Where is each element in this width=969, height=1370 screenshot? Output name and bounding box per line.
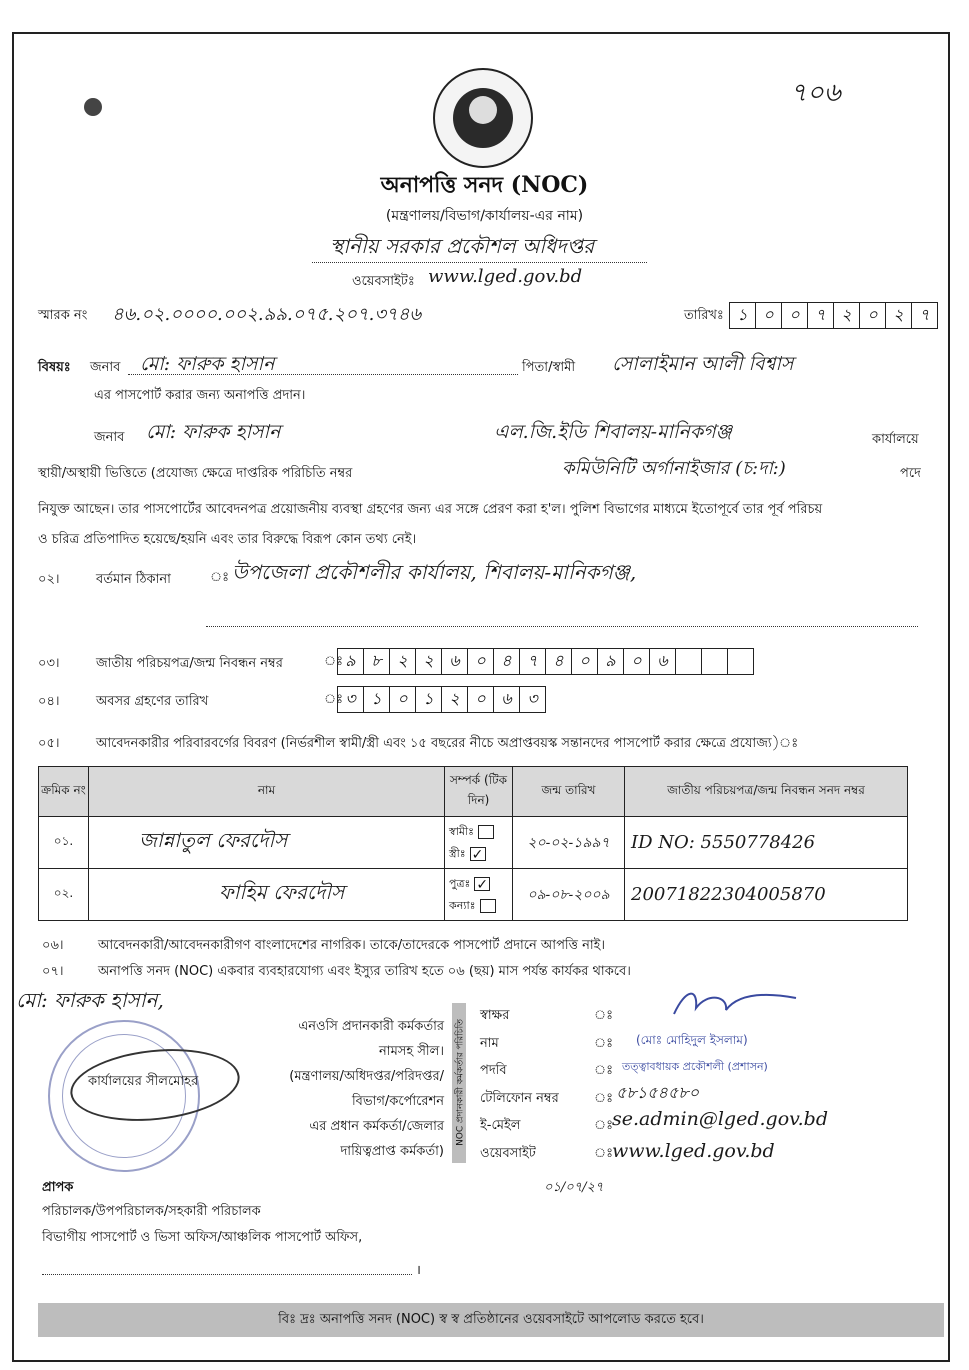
nid-digit: ০: [571, 648, 598, 675]
nid-digit: [701, 648, 728, 675]
field-colon: ঃ: [594, 1008, 614, 1023]
nid-digit: ৪: [493, 648, 520, 675]
officer-designation-value: তত্ত্বাবধায়ক প্রকৌশলী (প্রশাসন): [622, 1060, 768, 1073]
row-id: 20071822304005870: [625, 869, 908, 921]
item-03-number: ০৩।: [38, 656, 60, 671]
row-serial: ০১.: [39, 817, 89, 869]
memo-value: ৪৬.০২.০০০০.০০২.৯৯.০৭৫.২০৭.৩৭৪৬: [112, 304, 422, 325]
row-serial: ০২.: [39, 869, 89, 921]
recipient-line1: পরিচালক/উপপরিচালক/সহকারী পরিচালক: [42, 1204, 261, 1219]
retire-digit: ৩: [519, 686, 546, 713]
retire-digit: ০: [467, 686, 494, 713]
corner-number: ৭০৬: [790, 78, 841, 108]
recipient-line2: বিভাগীয় পাসপোর্ট ও ভিসা অফিস/আঞ্চলিক পাসপোর্ট অফিস,: [42, 1230, 363, 1245]
memo-label: স্মারক নং: [38, 308, 88, 323]
officer-phone-value: ৫৮১৫৪৫৮০: [616, 1083, 700, 1102]
checkbox-a[interactable]: [474, 877, 490, 891]
address-dots: [206, 626, 918, 627]
date-digit: ০: [781, 302, 808, 329]
officer-description: [240, 1014, 444, 1164]
website-label: ওয়েবসাইটঃ: [352, 274, 415, 289]
nid-digit: ০: [467, 648, 494, 675]
address-colon: ঃ: [210, 570, 230, 585]
vertical-label: NOC প্রদানকারী কর্মকর্তার পরিচিতি: [455, 1019, 466, 1146]
nid-digit: [727, 648, 754, 675]
table-row: [39, 817, 908, 869]
address-label: বর্তমান ঠিকানা: [96, 572, 171, 587]
date-digit: ২: [833, 302, 860, 329]
nid-digit: ৬: [441, 648, 468, 675]
officer-website-value: www.lged.gov.bd: [612, 1140, 775, 1162]
row-dob: ০৯-০৮-২০০৯: [513, 869, 625, 921]
office-value: এল.জি.ইডি শিবালয়-মানিকগঞ্জ: [494, 421, 732, 443]
nid-boxes: [338, 648, 754, 675]
designation: কমিউনিটি অর্গানাইজার (চ:দা:): [562, 458, 786, 479]
recipient-dots: [42, 1274, 412, 1275]
date-digit: ০: [755, 302, 782, 329]
address-value: উপজেলা প্রকৌশলীর কার্যালয়, শিবালয়-মানিকগঞ্জ,: [232, 560, 637, 584]
nid-digit: ৮: [363, 648, 390, 675]
col-relation: সম্পর্ক (টিক দিন): [445, 767, 513, 817]
office-name-dots: [312, 262, 647, 263]
body-line3: নিযুক্ত আছেন। তার পাসপোর্টের আবেদনপত্র প্রয়োজনীয় ব্যবস্থা গ্রহণের জন্য এর সঙ্গে প্রেরণ করা হ'ল। পুলিশ বিভাগের মাধ্যমে ইতোপূর্বে তার পূর্ব পরিচয়: [38, 502, 823, 517]
date-digit: ৭: [911, 302, 938, 329]
field-label-designation: পদবি: [480, 1063, 507, 1078]
note-07-text: অনাপত্তি সনদ (NOC) একবার ব্যবহারযোগ্য এবং ইস্যুর তারিখ হতে ০৬ (ছয়) মাস পর্যন্ত কার্যকর থাকবে।: [98, 964, 631, 979]
officer-line: এর প্রধান কর্মকর্তা/জেলার: [309, 1119, 444, 1134]
nid-colon: ঃ: [324, 654, 344, 669]
date-label: তারিখঃ: [684, 308, 724, 323]
father-name: সোলাইমান আলী বিশ্বাস: [612, 353, 794, 375]
line2-prefix: স্থায়ী/অস্থায়ী ভিত্তিতে (প্রযোজ্য ক্ষেত্রে দাপ্তরিক পরিচিতি নম্বর: [38, 466, 353, 481]
officer-signature-icon: [668, 984, 808, 1024]
field-label-signature: স্বাক্ষর: [480, 1008, 510, 1023]
nid-digit: ৪: [545, 648, 572, 675]
recipient-label: প্রাপক: [42, 1180, 74, 1195]
row-relation: [445, 817, 513, 869]
item-05-number: ০৫।: [38, 736, 60, 751]
father-label: পিতা/স্বামী: [522, 360, 576, 375]
officer-field-labels: [480, 1002, 559, 1167]
recipient-end: ।: [416, 1263, 421, 1278]
nid-digit: ৭: [519, 648, 546, 675]
website-value: www.lged.gov.bd: [428, 266, 583, 287]
field-colon: ঃ: [594, 1090, 614, 1106]
name-dots: [128, 374, 518, 375]
field-colon: ঃ: [594, 1063, 614, 1078]
checkbox-b[interactable]: [480, 899, 496, 913]
subject-label: বিষয়ঃ: [38, 360, 71, 375]
line2-suffix: পদে: [900, 466, 921, 481]
note-07-number: ০৭।: [42, 964, 64, 979]
field-colon: ঃ: [594, 1118, 614, 1133]
punch-hole: [84, 98, 102, 116]
government-seal-icon: [433, 68, 533, 168]
relation-option-a: স্বামীঃ: [449, 824, 475, 838]
retire-digit: ৬: [493, 686, 520, 713]
col-name: নাম: [89, 767, 445, 817]
retire-label: অবসর গ্রহণের তারিখ: [96, 694, 209, 709]
row-id: ID NO: 5550778426: [625, 817, 908, 869]
date-digit: ০: [859, 302, 886, 329]
row-dob: ২০-০২-১৯৯৭: [513, 817, 625, 869]
family-table: [38, 766, 908, 921]
office-name: স্থানীয় সরকার প্রকৌশল অধিদপ্তর: [330, 234, 595, 258]
field-label-email: ই-মেইল: [480, 1118, 521, 1133]
officer-line: বিভাগ/কর্পোরেশন: [351, 1094, 444, 1109]
checkbox-a[interactable]: [478, 825, 494, 839]
document-subtitle: (মন্ত্রণালয়/বিভাগ/কার্যালয়-এর নাম): [385, 208, 584, 224]
nid-digit: ৯: [337, 648, 364, 675]
relation-option-b: স্ত্রীঃ: [449, 846, 466, 860]
relation-option-b: কন্যাঃ: [449, 898, 476, 912]
date-boxes: [730, 302, 938, 329]
row-relation: [445, 869, 513, 921]
table-row: [39, 869, 908, 921]
nid-digit: [675, 648, 702, 675]
vertical-label-bar: [452, 1003, 466, 1163]
office-suffix: কার্যালয়ে: [872, 432, 919, 447]
officer-field-colons: [594, 1002, 613, 1167]
field-colon: ঃ: [594, 1035, 614, 1051]
nid-digit: ৬: [649, 648, 676, 675]
officer-line: (মন্ত্রণালয়/অধিদপ্তর/পরিদপ্তর/: [289, 1069, 444, 1084]
col-dob: জন্ম তারিখ: [513, 767, 625, 817]
retire-digit: ৩: [337, 686, 364, 713]
sign-date: ০১/০৭/২৭: [544, 1180, 604, 1195]
field-label-phone: টেলিফোন নম্বর: [480, 1090, 559, 1106]
col-id: জাতীয় পরিচয়পত্র/জন্ম নিবন্ধন সনদ নম্বর: [625, 767, 908, 817]
retire-digit: ২: [441, 686, 468, 713]
office-seal-label: কার্যালয়ের সীলমোহর: [88, 1074, 199, 1089]
relation-option-a: পুত্রঃ: [449, 876, 471, 890]
applicant-signature: মো: ফারুক হাসান,: [16, 988, 164, 1012]
nid-digit: ০: [623, 648, 650, 675]
date-digit: ২: [885, 302, 912, 329]
field-colon: ঃ: [594, 1145, 614, 1161]
footer-note: বিঃ দ্রঃ অনাপত্তি সনদ (NOC) স্ব স্ব প্রতিষ্ঠানের ওয়েবসাইটে আপলোড করতে হবে।: [38, 1303, 944, 1337]
retire-digit: ১: [415, 686, 442, 713]
nid-digit: ৯: [597, 648, 624, 675]
officer-line: এনওসি প্রদানকারী কর্মকর্তার: [298, 1019, 444, 1034]
checkbox-b[interactable]: [470, 847, 486, 861]
row-name: জান্নাতুল ফেরদৌস: [89, 817, 445, 869]
date-digit: ৭: [807, 302, 834, 329]
note-06-number: ০৬।: [42, 938, 64, 953]
officer-line: দায়িত্বপ্রাপ্ত কর্মকর্তা): [340, 1144, 444, 1159]
applicant-name-2: মো: ফারুক হাসান: [146, 421, 281, 443]
family-label: আবেদনকারীর পরিবারবর্গের বিবরণ (নির্ভরশীল স্বামী/স্ত্রী এবং ১৫ বছরের নীচে অপ্রাপ্তবয়স্ক সন্তানদের পাসপোর্ট করার ক্ষেত্রে প্রযোজ্য)ঃ: [96, 736, 799, 751]
document-title: অনাপত্তি সনদ (NOC): [380, 172, 589, 198]
retire-digit: ০: [389, 686, 416, 713]
field-label-website: ওয়েবসাইট: [480, 1145, 536, 1161]
mr-label: জনাব: [90, 360, 121, 375]
retire-digit: ১: [363, 686, 390, 713]
nid-digit: ২: [415, 648, 442, 675]
retire-boxes: [338, 686, 546, 713]
nid-label: জাতীয় পরিচয়পত্র/জন্ম নিবন্ধন নম্বর: [96, 656, 283, 671]
item-02-number: ০২।: [38, 572, 60, 587]
table-header-row: [39, 767, 908, 817]
col-serial: ক্রমিক নং: [39, 767, 89, 817]
field-label-name: নাম: [480, 1035, 499, 1051]
applicant-name: মো: ফারুক হাসান: [140, 353, 275, 375]
officer-email-value: se.admin@lged.gov.bd: [612, 1108, 828, 1130]
mr-label-2: জনাব: [94, 430, 125, 445]
body-line4: ও চরিত্র প্রতিপাদিত হয়েছে/হয়নি এবং তার বিরুদ্ধে বিরূপ কোন তথ্য নেই।: [38, 532, 417, 547]
subject-purpose: এর পাসপোর্ট করার জন্য অনাপত্তি প্রদান।: [94, 388, 306, 403]
item-04-number: ০৪।: [38, 694, 60, 709]
officer-line: নামসহ সীল।: [379, 1044, 444, 1059]
date-digit: ১: [729, 302, 756, 329]
retire-colon: ঃ: [324, 692, 344, 707]
nid-digit: ২: [389, 648, 416, 675]
row-name: ফাহিম ফেরদৌস: [89, 869, 445, 921]
note-06-text: আবেদনকারী/আবেদনকারীগণ বাংলাদেশের নাগরিক। তাকে/তাদেরকে পাসপোর্ট প্রদানে আপত্তি নাই।: [98, 938, 606, 953]
officer-name-value: (মোঃ মোহিদুল ইসলাম): [636, 1033, 748, 1047]
